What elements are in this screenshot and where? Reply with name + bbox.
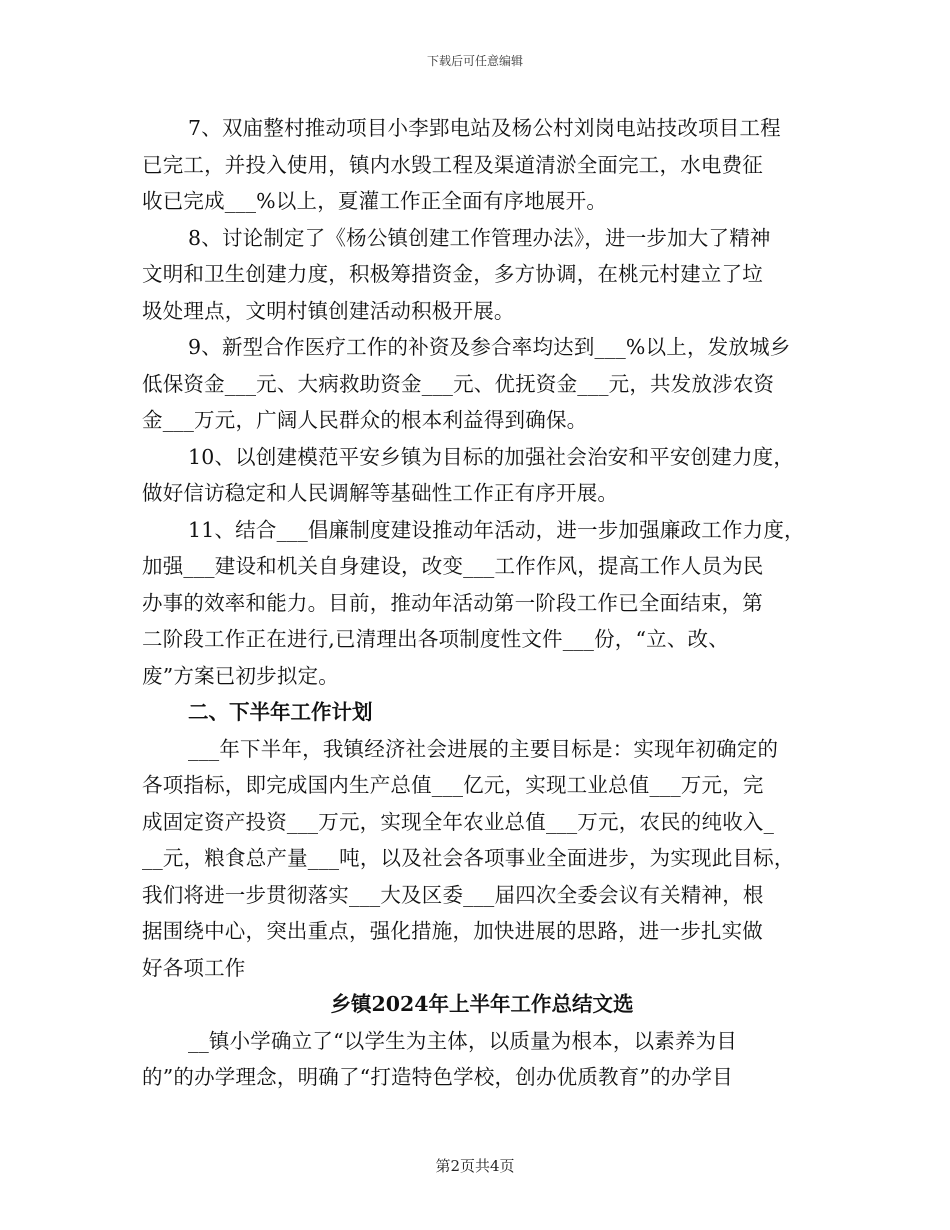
article-title: 乡镇2024年上半年工作总结文选 — [330, 992, 634, 1016]
text-line: 二阶段工作正在进行,已清理出各项制度性文件___份，“立、改、 — [142, 627, 729, 651]
text-line: 成固定资产投资___万元，实现全年农业总值___万元，农民的纯收入_ — [142, 809, 775, 834]
text-line: 低保资金___元、大病救助资金___元、优抚资金___元，共发放涉农资 — [142, 371, 775, 396]
article-paragraph — [142, 1023, 822, 1096]
page-number-footer: 第2页共4页 — [435, 1157, 515, 1175]
page-header-note: 下载后可任意编辑 — [426, 54, 523, 68]
text-line: 做好信访稳定和人民调解等基础性工作正有序开展。 — [142, 481, 619, 505]
document-body — [142, 110, 822, 1096]
section-heading: 二、下半年工作计划 — [188, 700, 373, 724]
text-line: 圾处理点，文明村镇创建活动积极开展。 — [142, 298, 515, 323]
text-line: 7、双庙整村推动项目小李郢电站及杨公村刘岗电站技改项目工程 — [188, 116, 781, 140]
text-line: 的”的办学理念，明确了“打造特色学校，创办优质教育”的办学目 — [142, 1065, 733, 1089]
text-line: ___年下半年，我镇经济社会进展的主要目标是：实现年初确定的 — [188, 736, 779, 761]
text-line: 10、以创建模范平安乡镇为目标的加强社会治安和平安创建力度， — [188, 444, 795, 469]
text-line: 我们将进一步贯彻落实___大及区委___届四次全委会议有关精神，根 — [142, 882, 764, 907]
paragraph-item-8 — [142, 220, 822, 330]
paragraph-item-9 — [142, 329, 822, 439]
text-line: 废”方案已初步拟定。 — [142, 663, 339, 688]
paragraph-item-11 — [142, 512, 822, 695]
text-line: 据围绕中心，突出重点，强化措施，加快进展的思路，进一步扎实做 — [142, 919, 763, 943]
paragraph-item-10 — [142, 439, 822, 512]
text-line: 8、讨论制定了《杨公镇创建工作管理办法》，进一步加大了精神 — [188, 225, 771, 250]
text-line: 好各项工作 — [142, 955, 246, 980]
text-line: 收已完成___%以上，夏灌工作正全面有序地展开。 — [142, 189, 608, 213]
text-line: 金___万元，广阔人民群众的根本利益得到确保。 — [142, 408, 588, 432]
text-line: 已完工，并投入使用，镇内水毁工程及渠道清淤全面完工，水电费征 — [142, 152, 763, 177]
text-line: 各项指标，即完成国内生产总值___亿元，实现工业总值___万元，完 — [142, 773, 764, 797]
text-line: 9、新型合作医疗工作的补资及参合率均达到___%以上，发放城乡 — [188, 335, 791, 359]
text-line: __镇小学确立了“以学生为主体，以质量为根本，以素养为目 — [188, 1028, 738, 1053]
paragraph-item-7 — [142, 110, 822, 220]
text-line: 文明和卫生创建力度，积极筹措资金，多方协调，在桃元村建立了垃 — [142, 262, 763, 286]
text-line: 加强___建设和机关自身建设，改变___工作作风，提高工作人员为民 — [142, 554, 764, 578]
text-line: 11、结合___倡廉制度建设推动年活动，进一步加强廉政工作力度， — [188, 517, 805, 542]
text-line: __元，粮食总产量___吨，以及社会各项事业全面进步，为实现此目标， — [142, 846, 795, 870]
text-line: 办事的效率和能力。目前，推动年活动第一阶段工作已全面结束，第 — [142, 590, 763, 615]
plan-paragraph — [142, 731, 822, 987]
